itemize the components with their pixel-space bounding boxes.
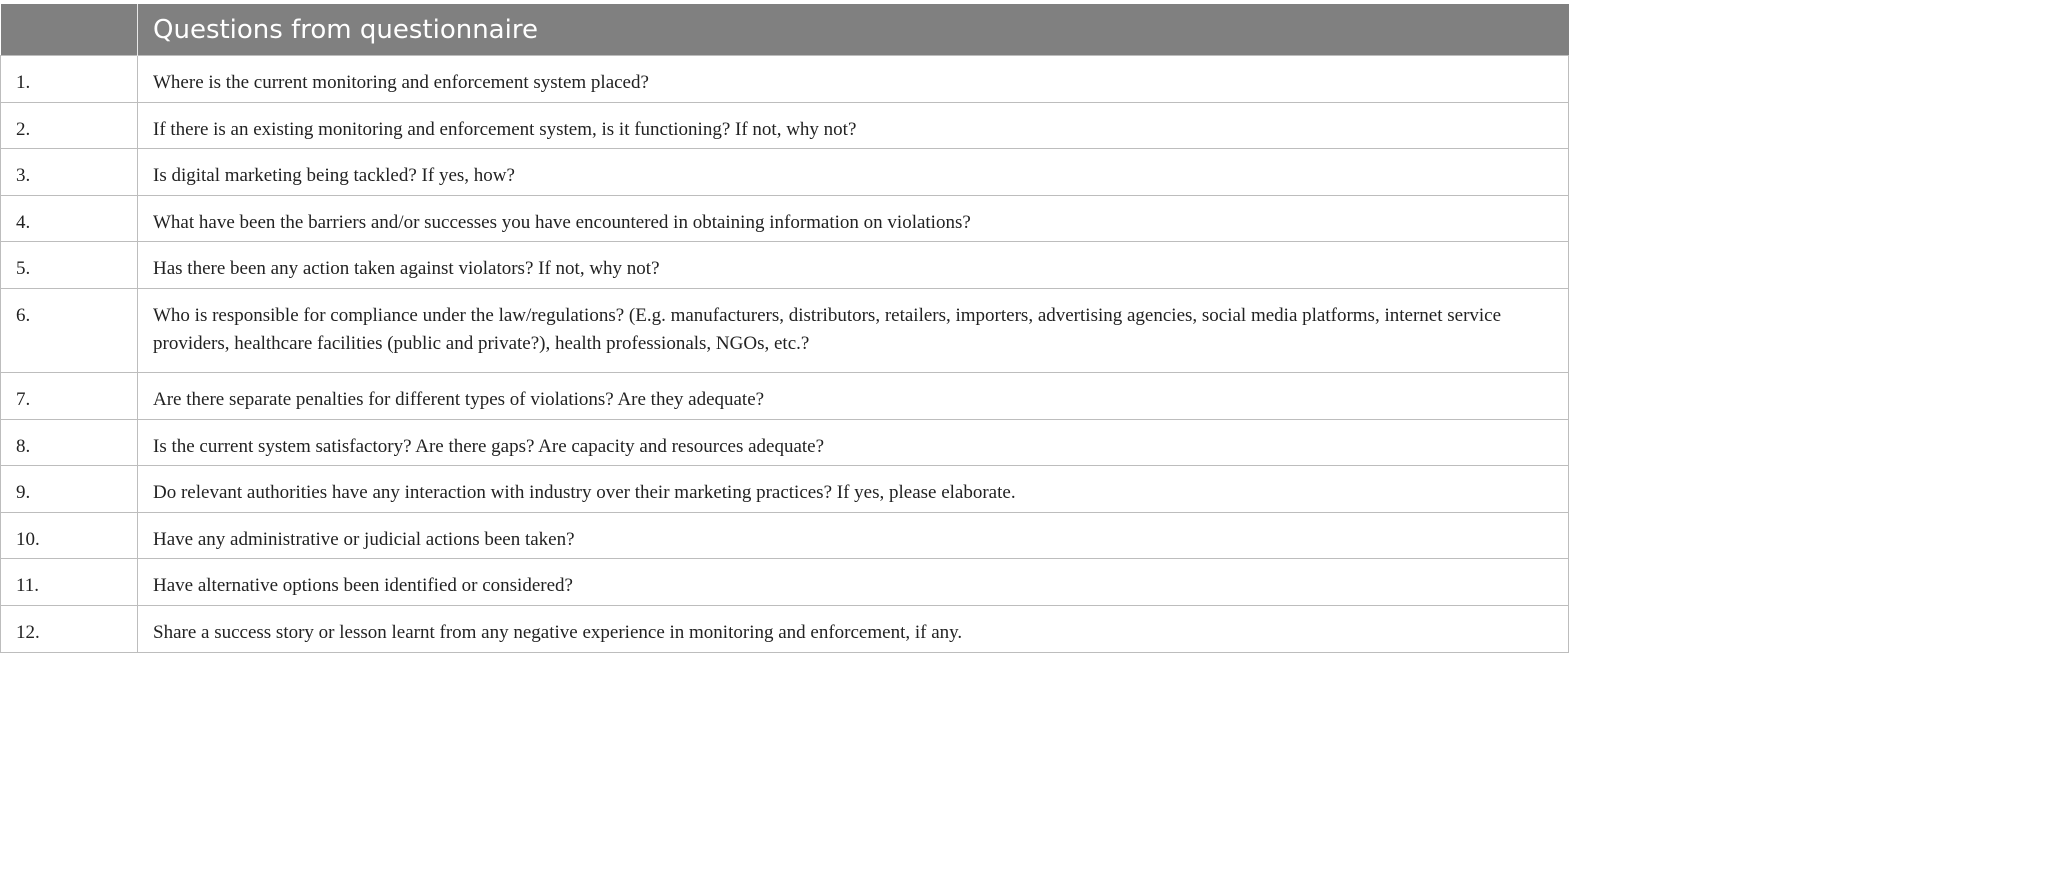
row-question: Is digital marketing being tackled? If yes, how? [138,149,1569,196]
row-number: 1. [1,56,138,103]
table-row [1,466,1569,513]
row-number: 12. [1,605,138,652]
row-number: 8. [1,419,138,466]
table-row [1,149,1569,196]
questions-column-header: Questions from questionnaire [138,4,1569,56]
table-row [1,288,1569,372]
table-row [1,419,1569,466]
table-row [1,512,1569,559]
table-row [1,605,1569,652]
row-number: 4. [1,195,138,242]
row-question: Is the current system satisfactory? Are there gaps? Are capacity and resources adequate? [138,419,1569,466]
row-question: Share a success story or lesson learnt from any negative experience in monitoring and enforcement, if any. [138,605,1569,652]
questions-table [0,4,1569,653]
table-row [1,56,1569,103]
table-row [1,242,1569,289]
table-row [1,195,1569,242]
table-body [1,56,1569,653]
table-row [1,372,1569,419]
row-number: 11. [1,559,138,606]
row-question: Has there been any action taken against violators? If not, why not? [138,242,1569,289]
row-question: Are there separate penalties for different types of violations? Are they adequate? [138,372,1569,419]
table-header [1,4,1569,56]
row-question: Who is responsible for compliance under the law/regulations? (E.g. manufacturers, distributors, retailers, importers, advertising agencies, social media platforms, internet service providers, healthcare facilities (public and private?), health professionals, NGOs, etc.? [138,288,1569,372]
row-question: What have been the barriers and/or successes you have encountered in obtaining information on violations? [138,195,1569,242]
row-number: 2. [1,102,138,149]
row-number: 5. [1,242,138,289]
table-row [1,102,1569,149]
row-question: If there is an existing monitoring and enforcement system, is it functioning? If not, why not? [138,102,1569,149]
header-row [1,4,1569,56]
row-question: Do relevant authorities have any interaction with industry over their marketing practices? If yes, please elaborate. [138,466,1569,513]
row-question: Have any administrative or judicial actions been taken? [138,512,1569,559]
row-number: 6. [1,288,138,372]
row-question: Have alternative options been identified or considered? [138,559,1569,606]
row-number: 10. [1,512,138,559]
row-number: 3. [1,149,138,196]
row-number: 7. [1,372,138,419]
table-row [1,559,1569,606]
number-column-header [1,4,138,56]
row-number: 9. [1,466,138,513]
row-question: Where is the current monitoring and enforcement system placed? [138,56,1569,103]
